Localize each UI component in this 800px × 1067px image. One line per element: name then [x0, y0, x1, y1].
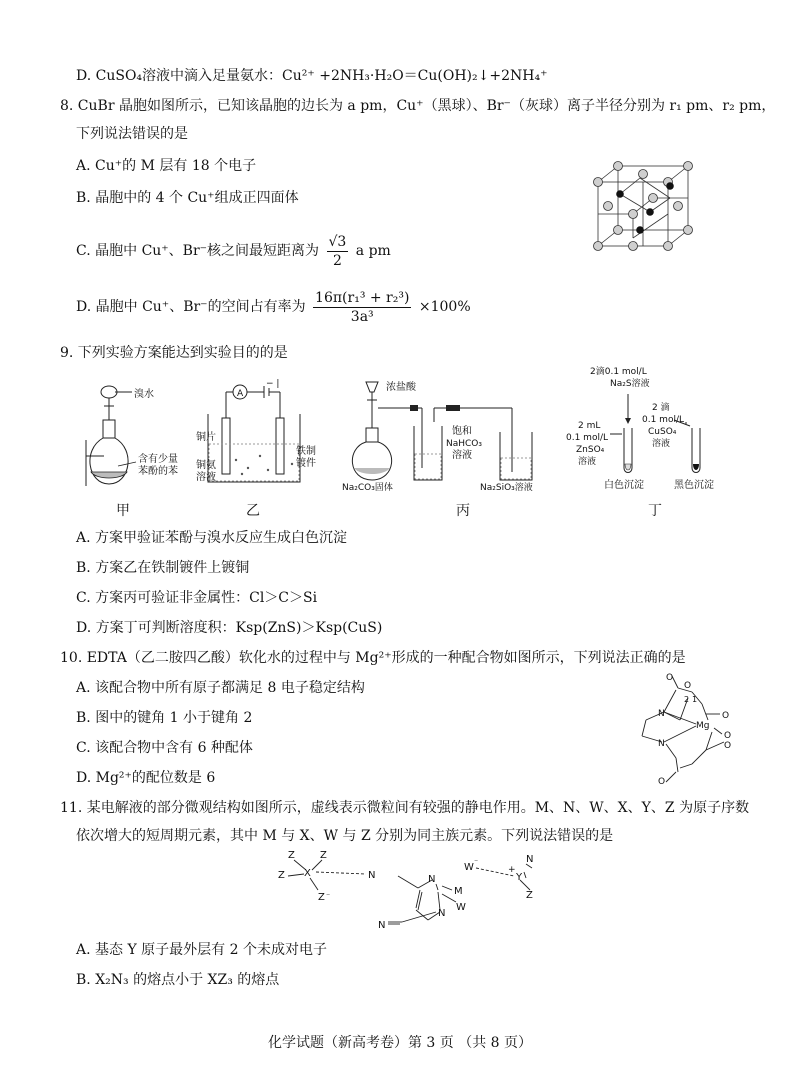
ding-znso4-line3: ZnSO₄: [576, 445, 605, 455]
ding-znso4-line1: 2 mL: [578, 421, 601, 431]
q11-x-label: X: [304, 868, 311, 879]
q11-z-upper-left: Z: [288, 850, 295, 861]
q8-option-d-prefix: D. 晶胞中 Cu⁺、Br⁻的空间占有率为: [76, 299, 306, 315]
cu-ion: [666, 182, 674, 190]
q8-option-d-suffix: ×100%: [418, 299, 471, 315]
q11-y-charge: +: [508, 865, 516, 875]
q11-n-left: N: [368, 870, 376, 881]
br-ion: [594, 178, 603, 187]
jia-contains-line1: 含有少量: [138, 454, 178, 465]
q11-y-n-upper: N: [526, 854, 534, 865]
q9-option-a: A. 方案甲验证苯酚与溴水反应生成白色沉淀: [76, 530, 348, 546]
q11-m-label: M: [454, 886, 463, 897]
q11-stem-line2: 依次增大的短周期元素，其中 M 与 X、W 与 Z 分别为同主族元素。下列说法错误的是: [76, 828, 614, 844]
cu-ion: [646, 208, 654, 216]
jia-bromine-label: 溴水: [134, 389, 154, 400]
q8-option-c-denominator: 2: [332, 252, 342, 269]
edta-angle2: 2: [684, 695, 690, 704]
fig-label-jia: 甲: [116, 503, 130, 519]
q10-option-a: A. 该配合物中所有原子都满足 8 电子稳定结构: [76, 680, 365, 696]
fig-label-bing: 丙: [456, 503, 470, 519]
edta-n-bottom: N: [658, 739, 665, 749]
yi-battery-sign: − |: [266, 379, 280, 389]
q8-option-c: [76, 232, 391, 270]
yi-solution-line1: 铜氨: [196, 460, 216, 471]
yi-iron-line1: 铁制: [296, 446, 316, 457]
q11-z-bottom: Z: [318, 892, 325, 903]
br-ion: [664, 242, 673, 251]
apparatus-yi: [196, 378, 326, 490]
q9-option-c: C. 方案丙可验证非金属性：Cl＞C＞Si: [76, 590, 318, 606]
yi-copper-plate-label: 铜片: [196, 432, 216, 443]
br-ion: [684, 162, 693, 171]
q8-stem-line1: 8. CuBr 晶胞如图所示，已知该晶胞的边长为 a pm，Cu⁺（黑球）、Br⁻（灰球）离子半径分别为 r₁ pm、r₂ pm，: [60, 98, 776, 114]
q11-option-b: B. X₂N₃ 的熔点小于 XZ₃ 的熔点: [76, 972, 280, 988]
bing-saturated-line3: 溶液: [452, 450, 472, 461]
electrolyte-structure-figure: [270, 850, 560, 932]
ding-znso4-line4: 溶液: [578, 457, 597, 467]
cu-ion: [636, 226, 644, 234]
bing-na2co3-label: Na₂CO₃固体: [342, 483, 393, 492]
br-ion: [594, 242, 603, 251]
q11-z-upper-right: Z: [320, 850, 327, 861]
q11-option-a: A. 基态 Y 原子最外层有 2 个未成对电子: [76, 942, 327, 958]
q8-option-c-prefix: C. 晶胞中 Cu⁺、Br⁻核之间最短距离为: [76, 243, 320, 259]
q11-w-upper-charge: ⁻: [474, 857, 479, 866]
q11-n-bottom: N: [378, 920, 386, 931]
yi-iron-line2: 镀件: [296, 458, 316, 469]
edta-o-right2: O: [724, 731, 732, 741]
q11-y-z: Z: [526, 890, 533, 901]
q8-option-d-fraction: [313, 289, 411, 326]
apparatus-ding: [566, 364, 746, 494]
apparatus-jia: [84, 380, 194, 490]
q10-option-c: C. 该配合物中含有 6 种配体: [76, 740, 253, 756]
edta-mg-complex-figure: [632, 668, 744, 786]
jia-contains-line2: 苯酚的苯: [138, 466, 178, 477]
fig-label-ding: 丁: [648, 503, 662, 519]
edta-mg-label: Mg: [696, 721, 710, 731]
q8-option-c-suffix: a pm: [355, 243, 391, 259]
q9-option-d: D. 方案丁可判断溶度积：Ksp(ZnS)＞Ksp(CuS): [76, 620, 383, 636]
edta-o-upper: O: [684, 681, 692, 691]
q11-w-upper: W: [464, 862, 474, 873]
bing-na2sio3-label: Na₂SiO₃溶液: [480, 483, 533, 492]
br-ion: [639, 170, 648, 179]
q11-n-ring-top: N: [428, 874, 436, 885]
br-ion: [604, 202, 613, 211]
q8-option-d-numerator: 16π(r₁³ + r₂³): [315, 289, 410, 306]
q9-stem: 9. 下列实验方案能达到实验目的的是: [60, 345, 288, 361]
apparatus-bing: [340, 376, 556, 492]
q11-z-bottom-charge: ⁻: [326, 891, 331, 900]
q9-option-b: B. 方案乙在铁制镀件上镀铜: [76, 560, 250, 576]
edta-angle1: 1: [692, 695, 698, 704]
q10-stem: 10. EDTA（乙二胺四乙酸）软化水的过程中与 Mg²⁺形成的一种配合物如图所示，下列说法正确的是: [60, 650, 686, 666]
q10-option-d: D. Mg²⁺的配位数是 6: [76, 770, 216, 786]
q10-option-b: B. 图中的键角 1 小于键角 2: [76, 710, 253, 726]
edta-o-right: O: [722, 711, 730, 721]
bing-saturated-line2: NaHCO₃: [446, 439, 482, 449]
edta-o-bottom: O: [658, 777, 666, 786]
edta-n-top: N: [658, 709, 665, 719]
br-ion: [674, 202, 683, 211]
q8-option-d-denominator: 3a³: [350, 308, 374, 325]
q11-stem-line1: 11. 某电解液的部分微观结构如图所示，虚线表示微粒间有较强的静电作用。M、N、W、X、Y、Z 为原子序数: [60, 800, 750, 816]
br-ion: [684, 226, 693, 235]
q11-n-ring-bottom: N: [438, 908, 446, 919]
q8-option-b: B. 晶胞中的 4 个 Cu⁺组成正四面体: [76, 190, 299, 206]
q8-option-d: [76, 288, 471, 326]
q8-stem-line2: 下列说法错误的是: [76, 126, 188, 142]
bing-conc-hcl-label: 浓盐酸: [386, 382, 416, 393]
br-ion: [614, 226, 623, 235]
ding-cuso4-line1: 2 滴: [652, 403, 670, 413]
ding-white-ppt-label: 白色沉淀: [604, 480, 644, 491]
q11-z-left: Z: [278, 870, 285, 881]
yi-ammeter-label: A: [237, 389, 244, 399]
ding-cuso4-line2: 0.1 mol/L: [642, 415, 684, 425]
q8-option-c-numerator: √3: [328, 233, 347, 250]
q8-option-a: A. Cu⁺的 M 层有 18 个电子: [76, 158, 257, 174]
cu-ion: [616, 190, 624, 198]
br-ion: [629, 242, 638, 251]
q11-w-lower: W: [456, 902, 466, 913]
br-ion: [649, 194, 658, 203]
page-footer: 化学试题（新高考卷）第 3 页 （共 8 页）: [267, 1035, 533, 1051]
cubr-unit-cell-figure: [590, 160, 700, 252]
ding-cuso4-line3: CuSO₄: [648, 427, 677, 437]
q7-option-d: D. CuSO₄溶液中滴入足量氨水：Cu²⁺ +2NH₃·H₂O＝Cu(OH)₂↓+2NH₄⁺: [76, 68, 548, 84]
q11-y-label: Y: [516, 872, 523, 883]
q8-option-c-fraction: [327, 233, 349, 270]
edta-o-top: O: [666, 673, 674, 683]
bing-saturated-line1: 饱和: [452, 426, 472, 437]
edta-o-right3: O: [724, 741, 732, 751]
yi-solution-line2: 溶液: [196, 472, 216, 483]
ding-drop-line1: 2滴0.1 mol/L: [590, 367, 647, 377]
ding-cuso4-line4: 溶液: [652, 439, 671, 449]
ding-drop-line2: Na₂S溶液: [610, 379, 650, 389]
ding-black-ppt-label: 黑色沉淀: [674, 480, 714, 491]
fig-label-yi: 乙: [246, 503, 260, 519]
br-ion: [614, 162, 623, 171]
br-ion: [629, 210, 638, 219]
ding-znso4-line2: 0.1 mol/L: [566, 433, 608, 443]
